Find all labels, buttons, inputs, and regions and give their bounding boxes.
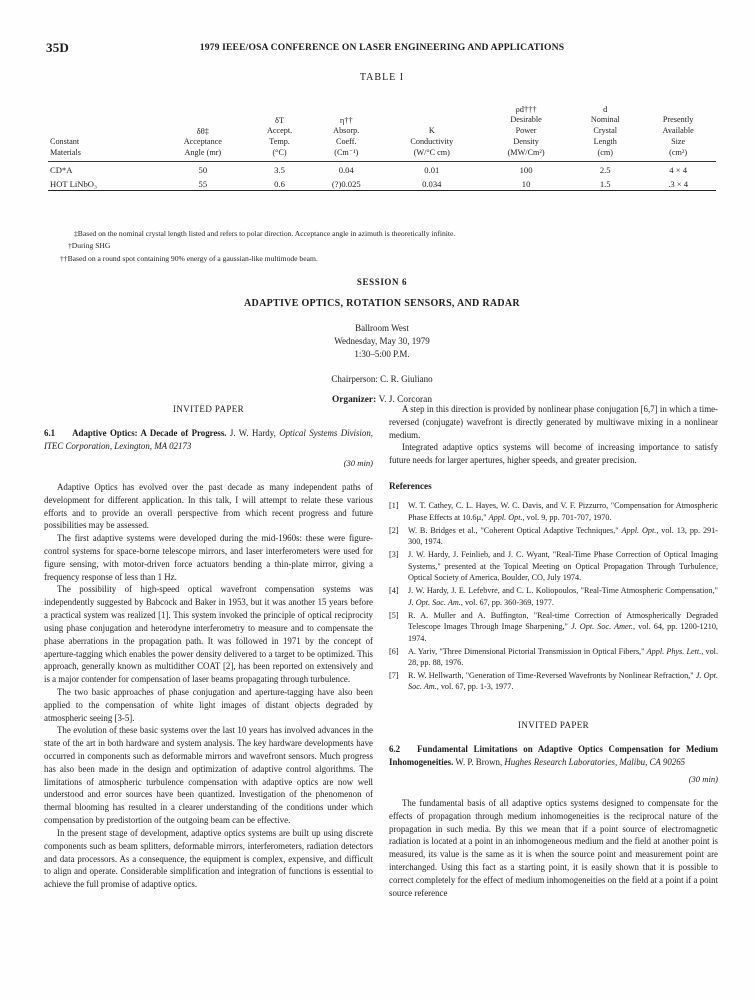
references-list: [389, 500, 718, 693]
reference-tail: , vol. 9, pp. 701-707, 1970.: [522, 512, 612, 522]
reference-journal: Appl. Phys. Lett.: [646, 646, 702, 656]
reference-number: [1]: [389, 501, 399, 511]
col-header-crystal-length: d Nominal Crystal Length (cm): [590, 105, 620, 157]
session-time: 1:30–5:00 P.M.: [354, 349, 410, 360]
cell-conductivity: 0.01: [424, 164, 440, 175]
reference-item: [389, 670, 718, 693]
reference-number: [3]: [389, 550, 399, 560]
reference-number: [5]: [389, 610, 399, 620]
cell-crystal-length: 2.5: [599, 164, 611, 175]
reference-item: [389, 646, 718, 669]
paper-heading-6-1: [44, 427, 373, 453]
reference-tail: , vol. 67, pp. 1-3, 1977.: [436, 682, 514, 692]
invited-paper-label: INVITED PAPER: [172, 404, 245, 414]
col-header-available-size: Presently Available Size (cm²): [662, 115, 694, 157]
paper-affiliation: Hughes Research Laboratories, Malibu, CA 90265: [504, 756, 686, 767]
materials-table: [48, 104, 716, 191]
reference-tail: , vol. 64, pp. 1200-1210, 1974.: [408, 622, 718, 643]
reference-tail: , vol. 13, pp. 291-300, 1974.: [408, 525, 718, 547]
reference-tail: , vol. 67, pp. 360-369, 1977.: [460, 597, 554, 607]
paper-heading-6-2: [389, 743, 718, 769]
table-footnote: ††Based on a round spot containing 90% energy of a gaussian-like multimode beam.: [60, 253, 318, 263]
cell-absorp-coeff: (?)0.025: [331, 178, 361, 189]
page-folio: 35D: [46, 40, 69, 55]
cell-accept-temp: 0.6: [274, 178, 285, 189]
reference-journal: J. Opt. Soc. Am.: [408, 597, 461, 607]
paper-title: Fundamental Limitations on Adaptive Optics Compensation for Medium Inhomogeneities.: [389, 743, 718, 767]
column-right: [389, 403, 718, 899]
invited-paper-label: INVITED PAPER: [517, 719, 590, 730]
reference-text: R. A. Muller and A. Buffington, "Real-time Correction of Atmospherically Degraded Telescope Images Through Image Sharpening,": [408, 610, 718, 632]
session-date: Wednesday, May 30, 1979: [334, 336, 430, 347]
paragraph: In the present stage of development, adaptive optics systems are built up using discrete components such as beam splitters, deformable mirrors, interferometers, radiation detectors and data processors. As a consequence, the equipment is complex, expensive, and difficult to align and operate. Considerable simplification and integration of functions is essential to achieve the full promise of adaptive optics.: [44, 827, 373, 890]
paper-authors: W. P. Brown,: [455, 756, 503, 767]
running-head: [46, 40, 718, 56]
column-left: [44, 403, 373, 891]
reference-journal: J. Opt. Soc. Am.: [408, 671, 718, 692]
paragraph: Integrated adaptive optics systems will become of increasing importance to satisfy future needs for larger apertures, higher speeds, and greater precision.: [389, 442, 718, 466]
table-footnote: ‡Based on the nominal crystal length listed and refers to polar direction. Acceptance angle in azimuth is theoretically infinite.: [74, 229, 456, 238]
col-header-acceptance-angle: δθ‡ Acceptance Angle (mr): [183, 126, 222, 157]
cell-acceptance-angle: 55: [198, 178, 208, 189]
reference-text: A. Yariv, "Three Dimensional Pictorial Transmission in Optical Fibers,": [408, 646, 647, 656]
reference-item: [389, 500, 718, 523]
paragraph: The two basic approaches of phase conjugation and aperture-tagging have also been applied to the compensation of white light images of distant objects degraded by atmospheric seeing [3-5].: [44, 686, 373, 723]
reference-text: R. W. Hellwarth, "Generation of Time-Reversed Wavefronts by Nonlinear Refraction,": [408, 671, 696, 680]
session-title: ADAPTIVE OPTICS, ROTATION SENSORS, AND RADAR: [244, 298, 520, 309]
paragraph: Adaptive Optics has evolved over the past decade as many independent paths of development for different application. In this talk, I will attempt to relate these various efforts and to provide an overall perspective from which recent progress and future possibilities may be assessed.: [44, 481, 373, 531]
reference-number: [4]: [389, 586, 399, 596]
cell-acceptance-angle: 50: [198, 164, 208, 175]
reference-item: [389, 525, 718, 548]
table-caption: TABLE I: [359, 72, 405, 83]
table-row: [48, 176, 716, 190]
table-head: [48, 104, 716, 162]
reference-number: [6]: [389, 646, 399, 656]
session-logistics: [46, 322, 718, 361]
paper-authors: J. W. Hardy,: [229, 427, 276, 438]
reference-number: [7]: [389, 671, 399, 680]
cell-available-size: 4 × 4: [669, 164, 688, 175]
cell-material: HOT LiNbO₃: [50, 178, 97, 189]
cell-absorp-coeff: 0.04: [338, 164, 354, 175]
reference-item: [389, 549, 718, 583]
col-header-accept-temp: δT Accept. Temp. (°C): [266, 115, 293, 157]
table-body: [48, 162, 716, 191]
col-header-material: Constant Materials: [50, 136, 81, 157]
reference-tail: , vol. 28, pp. 88, 1976.: [408, 646, 719, 668]
col-header-power-density: ρd††† Desirable Power Density (MW/Cm²): [507, 105, 545, 157]
table-footnotes: [60, 228, 720, 265]
reference-journal: J. Opt. Soc. Amer.: [571, 622, 633, 632]
reference-text: W. B. Bridges et al., "Coherent Optical Adaptive Techniques,": [408, 525, 622, 535]
paragraph: The evolution of these basic systems over the last 10 years has involved advances in the state of the art in both hardware and system analysis. The key hardware developments have occurred in components such as deformable mirrors and wavefront sensors. Much progress has also been made in the design and optimization of adaptive control algorithms. The limitations of atmospheric turbulence compensation with adaptive optics are now well understood and error sources have been quantized. Investigation of the phenomenon of thermal blooming has resulted in a clearer understanding of the conditions under which compensation by predistortion of the outgoing beam can be effective.: [44, 725, 373, 826]
cell-power-density: 10: [521, 178, 531, 189]
cell-material: CD*A: [50, 164, 73, 175]
cell-power-density: 100: [519, 164, 533, 175]
session-organizer-label: Organizer:: [331, 395, 377, 406]
session-organizer-name: V. J. Corcoran: [378, 395, 433, 406]
paper-affiliation: Optical Systems Division, ITEC Corporation, Lexington, MA 02173: [44, 427, 373, 451]
col-header-conductivity: K Conductivity (W/°C cm): [410, 125, 454, 157]
table-footnote: †During SHG: [68, 241, 111, 251]
session-block: [46, 277, 718, 405]
reference-text: W. T. Cathey, C. L. Hayes, W. C. Davis, and V. F. Pizzurro, "Compensation for Atmospheric Phase Effects at 10.6µ,": [408, 501, 718, 522]
cell-conductivity: 0.034: [422, 178, 442, 189]
table-header-row: [48, 104, 716, 162]
reference-journal: Appl. Opt.: [488, 512, 523, 522]
reference-text: J. W. Hardy, J. E. Lefebvre, and C. L. Koliopoulos, "Real-Time Atmospheric Compensation,": [408, 586, 718, 596]
paragraph: The first adaptive systems were developed during the mid-1960s: these were figure-control systems for space-borne telescope mirrors, and laser interferometers were used for figure sensing, with motor-driven force actuators bending a thin-plate mirror, giving a frequency response of less than 1 Hz.: [44, 533, 373, 582]
paper-title: Adaptive Optics: A Decade of Progress.: [72, 427, 227, 438]
paragraph: The possibility of high-speed optical wavefront compensation systems was independently suggested by Babcock and Baker in 1953, but it was another 15 years before a practical system was realized [1]. This system invoked the principle of optical reciprocity using phase conjugation and heterodyne interferometry to measure and to compensate the phase aberrations in the propagation path. It was followed in 1971 by the concept of aperture-tagging which enables the power density delivered to a target to be optimized. This approach, generally known as multidither COAT [2], has been reported on extensively and is a major contender for compensation of laser beams propagating through turbulence.: [44, 584, 373, 685]
paper-duration: (30 min): [688, 773, 718, 784]
paper-number: 6.2: [389, 743, 401, 754]
session-chairperson: Chairperson: C. R. Giuliano: [331, 374, 433, 385]
session-room: Ballroom West: [355, 323, 409, 333]
cell-accept-temp: 3.5: [274, 164, 285, 175]
reference-text: J. W. Hardy, J. Feinlieb, and J. C. Wyant, "Real-Time Phase Correction of Optical Imaging Systems," presented at the Topical Meeting on Optical Propagation Through Turbulence, Optical Society of America, Boulder, CO, July 1974.: [408, 550, 718, 583]
paper-number: 6.1: [44, 427, 56, 438]
cell-crystal-length: 1.5: [599, 178, 611, 189]
cell-available-size: .3 × 4: [668, 178, 689, 189]
paragraph: The fundamental basis of all adaptive optics systems designed to compensate for the effects of propagation through medium inhomogeneities is the reciprocal nature of the propagation in such media. By this we mean that if a point source of electromagnetic radiation is located at a point in an inhomogeneous medium and the field at another point is measured, its value is the same as it is when the source point and measurement point are interchanged. Using this fact as a starting point, it is easily shown that it is possible to correct completely for the effect of medium inhomogeneities on the field at a point if a point source reference: [389, 797, 718, 898]
col-header-absorp-coeff: η†† Absorp. Coeff. (Cm⁻¹): [333, 115, 360, 157]
references-heading: References: [389, 481, 432, 492]
reference-journal: Appl. Opt.: [621, 525, 657, 535]
reference-item: [389, 610, 718, 644]
paragraph: A step in this direction is provided by nonlinear phase conjugation [6,7] in which a time-reversed (conjugate) wavefront is directly generated by multiwave mixing in a nonlinear medium.: [389, 404, 718, 440]
table-row: [48, 162, 716, 176]
paper-duration: (30 min): [343, 457, 373, 468]
running-head-title: 1979 IEEE/OSA CONFERENCE ON LASER ENGINEERING AND APPLICATIONS: [199, 42, 565, 53]
reference-item: [389, 585, 718, 608]
reference-number: [2]: [389, 525, 399, 535]
session-number: SESSION 6: [356, 277, 408, 287]
